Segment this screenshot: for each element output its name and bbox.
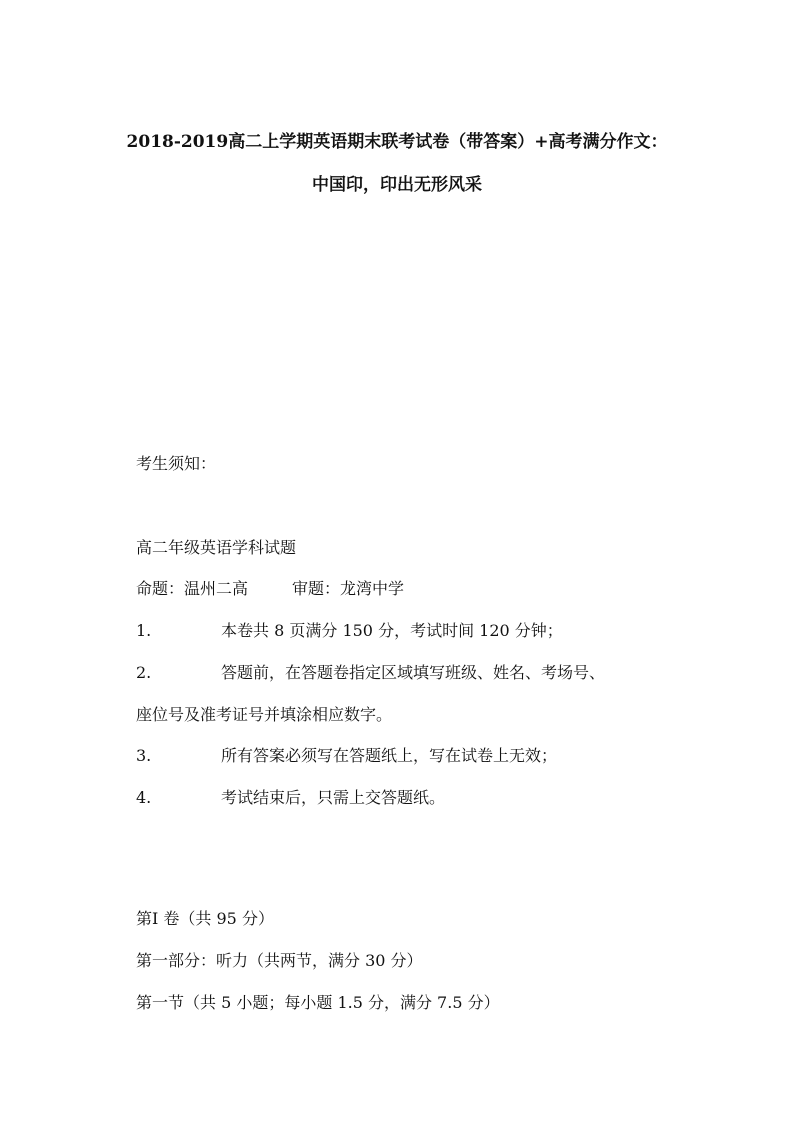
- instruction-text: 答题前，在答题卷指定区域填写班级、姓名、考场号、: [221, 663, 606, 682]
- instruction-continuation: 座位号及准考证号并填涂相应数字。: [136, 705, 393, 724]
- instruction-number: 1.: [136, 621, 152, 640]
- exam-name: 高二年级英语学科试题: [136, 538, 297, 557]
- instruction-number: 4.: [136, 788, 152, 807]
- instruction-text: 所有答案必须写在答题纸上，写在试卷上无效；: [221, 746, 558, 765]
- reviewer-text: 审题：龙湾中学: [292, 579, 405, 598]
- notice-heading: 考生须知：: [136, 454, 217, 473]
- instruction-number: 2.: [136, 663, 152, 682]
- setter-text: 命题：温州二高: [136, 579, 249, 598]
- instruction-text: 本卷共 8 页满分 150 分，考试时间 120 分钟；: [221, 621, 563, 640]
- document-title-line2: 中国印，印出无形风采: [312, 175, 482, 195]
- subsection-heading: 第一节（共 5 小题；每小题 1.5 分，满分 7.5 分）: [136, 993, 500, 1012]
- part-heading: 第一部分：听力（共两节，满分 30 分）: [136, 951, 423, 970]
- document-title-line1: 2018-2019高二上学期英语期末联考试卷（带答案）+高考满分作文：: [126, 132, 668, 152]
- volume-heading: 第Ⅰ 卷（共 95 分）: [136, 909, 274, 928]
- instruction-text: 考试结束后，只需上交答题纸。: [221, 788, 446, 807]
- authors-line: [136, 578, 404, 600]
- instruction-number: 3.: [136, 746, 152, 765]
